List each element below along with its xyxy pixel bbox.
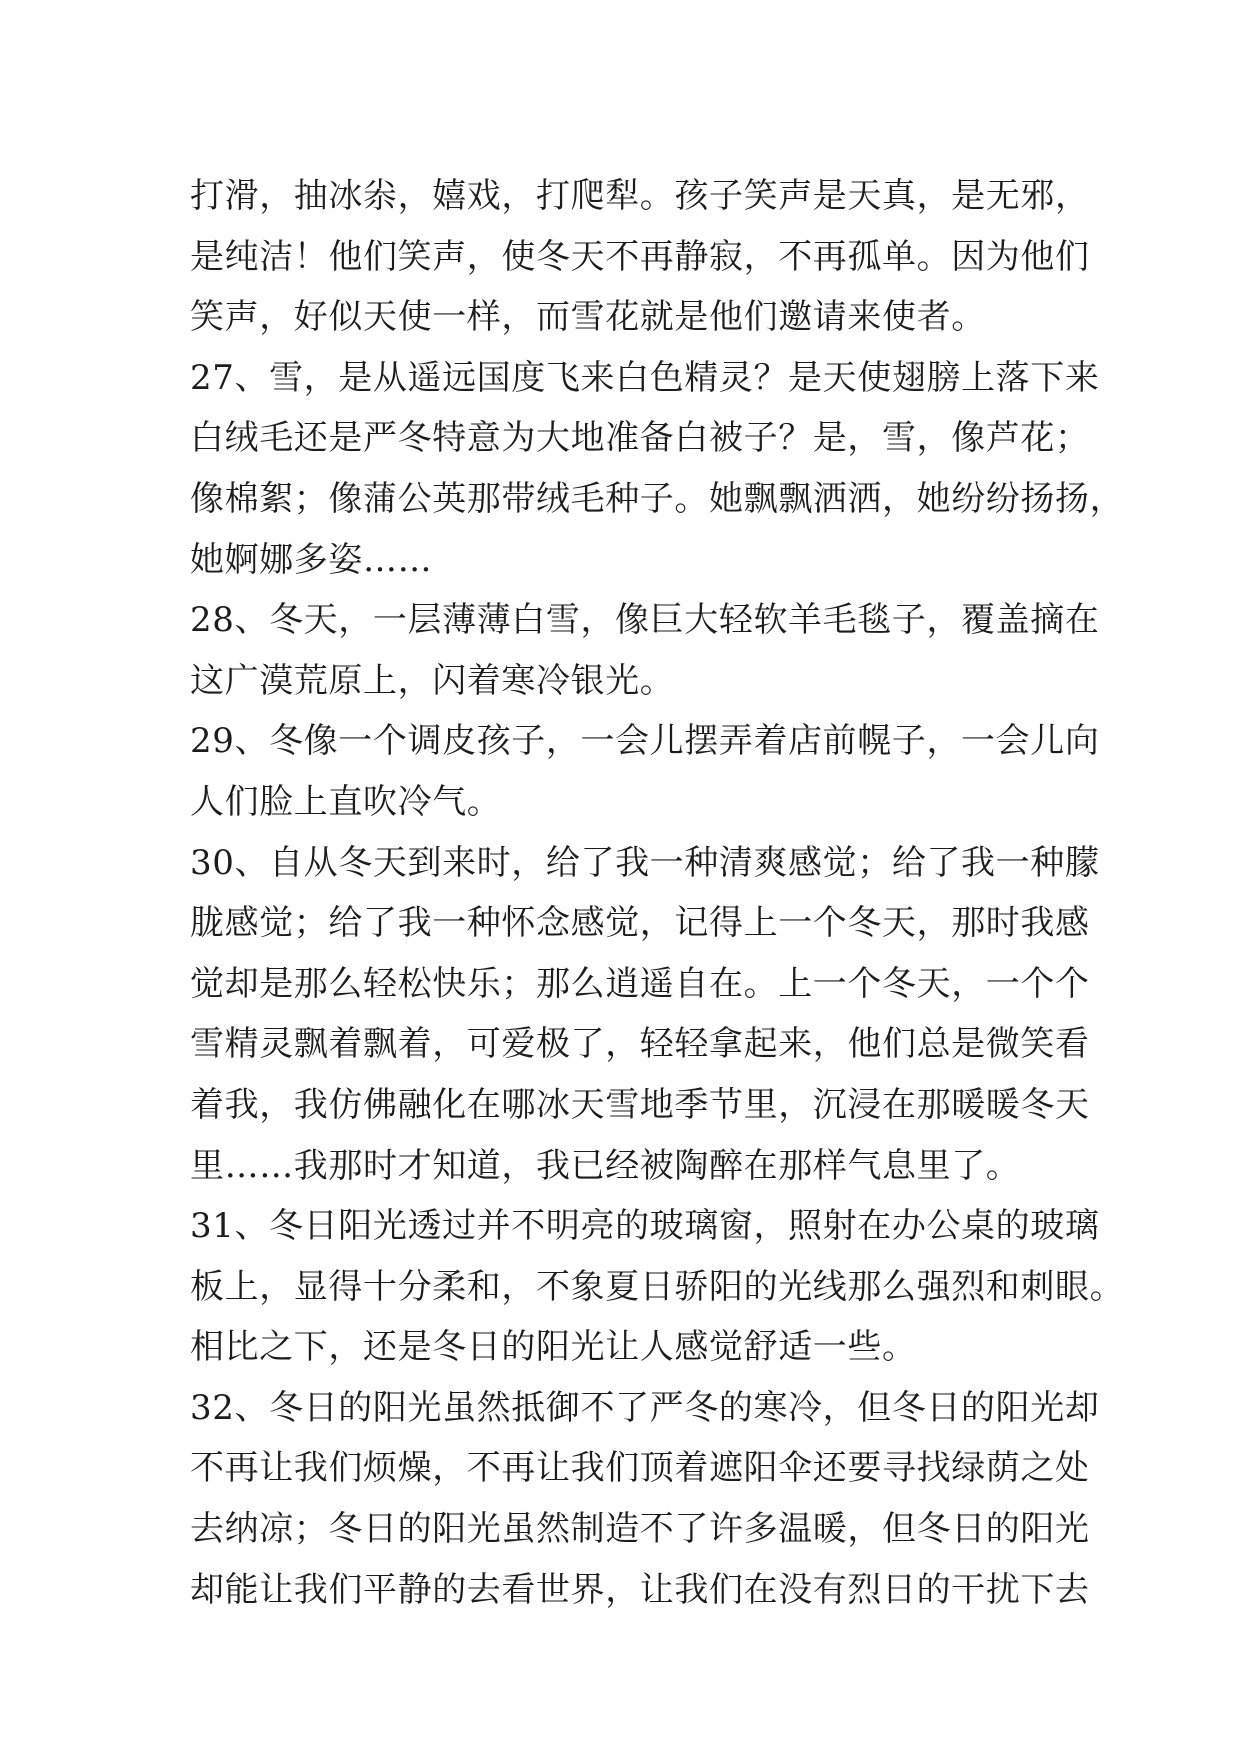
- text-line: 觉却是那么轻松快乐；那么逍遥自在。上一个冬天，一个个: [190, 963, 1090, 1004]
- text-line: 却能让我们平静的去看世界，让我们在没有烈日的干扰下去: [190, 1569, 1090, 1610]
- text-line: 31、冬日阳光透过并不明亮的玻璃窗，照射在办公桌的玻璃: [190, 1206, 1100, 1247]
- text-line: 她婀娜多姿……: [190, 539, 433, 580]
- text-line: 27、雪，是从遥远国度飞来白色精灵？是天使翅膀上落下来: [190, 357, 1100, 398]
- text-line: 里……我那时才知道，我已经被陶醉在那样气息里了。: [190, 1145, 1021, 1186]
- text-line: 是纯洁！他们笑声，使冬天不再静寂，不再孤单。因为他们: [190, 236, 1090, 277]
- text-line: 白绒毛还是严冬特意为大地准备白被子？是，雪，像芦花；: [190, 418, 1090, 459]
- text-line: 笑声，好似天使一样，而雪花就是他们邀请来使者。: [190, 297, 986, 338]
- text-line: 相比之下，还是冬日的阳光让人感觉舒适一些。: [190, 1327, 917, 1368]
- text-line: 雪精灵飘着飘着，可爱极了，轻轻拿起来，他们总是微笑看: [190, 1024, 1090, 1065]
- document-body: [190, 166, 1125, 1620]
- text-line: 29、冬像一个调皮孩子，一会儿摆弄着店前幌子，一会儿向: [190, 721, 1100, 762]
- text-line: 这广漠荒原上，闪着寒冷银光。: [190, 660, 675, 701]
- text-line: 不再让我们烦燥，不再让我们顶着遮阳伞还要寻找绿荫之处: [190, 1448, 1090, 1489]
- text-line: 去纳凉；冬日的阳光虽然制造不了许多温暖，但冬日的阳光: [190, 1509, 1090, 1550]
- text-line: 像棉絮；像蒲公英那带绒毛种子。她飘飘洒洒，她纷纷扬扬，: [190, 478, 1125, 519]
- text-line: 30、自从冬天到来时，给了我一种清爽感觉；给了我一种朦: [190, 842, 1100, 883]
- text-line: 32、冬日的阳光虽然抵御不了严冬的寒冷，但冬日的阳光却: [190, 1387, 1100, 1428]
- text-line: 28、冬天，一层薄薄白雪，像巨大轻软羊毛毯子，覆盖摘在: [190, 600, 1100, 641]
- text-line: 人们脸上直吹冷气。: [190, 781, 502, 822]
- text-line: 着我，我仿佛融化在哪冰天雪地季节里，沉浸在那暖暖冬天: [190, 1084, 1090, 1125]
- text-line: 板上，显得十分柔和，不象夏日骄阳的光线那么强烈和刺眼。: [190, 1266, 1125, 1307]
- text-line: 打滑，抽冰尜，嬉戏，打爬犁。孩子笑声是天真，是无邪，: [190, 176, 1090, 216]
- text-line: 胧感觉；给了我一种怀念感觉，记得上一个冬天，那时我感: [190, 903, 1090, 944]
